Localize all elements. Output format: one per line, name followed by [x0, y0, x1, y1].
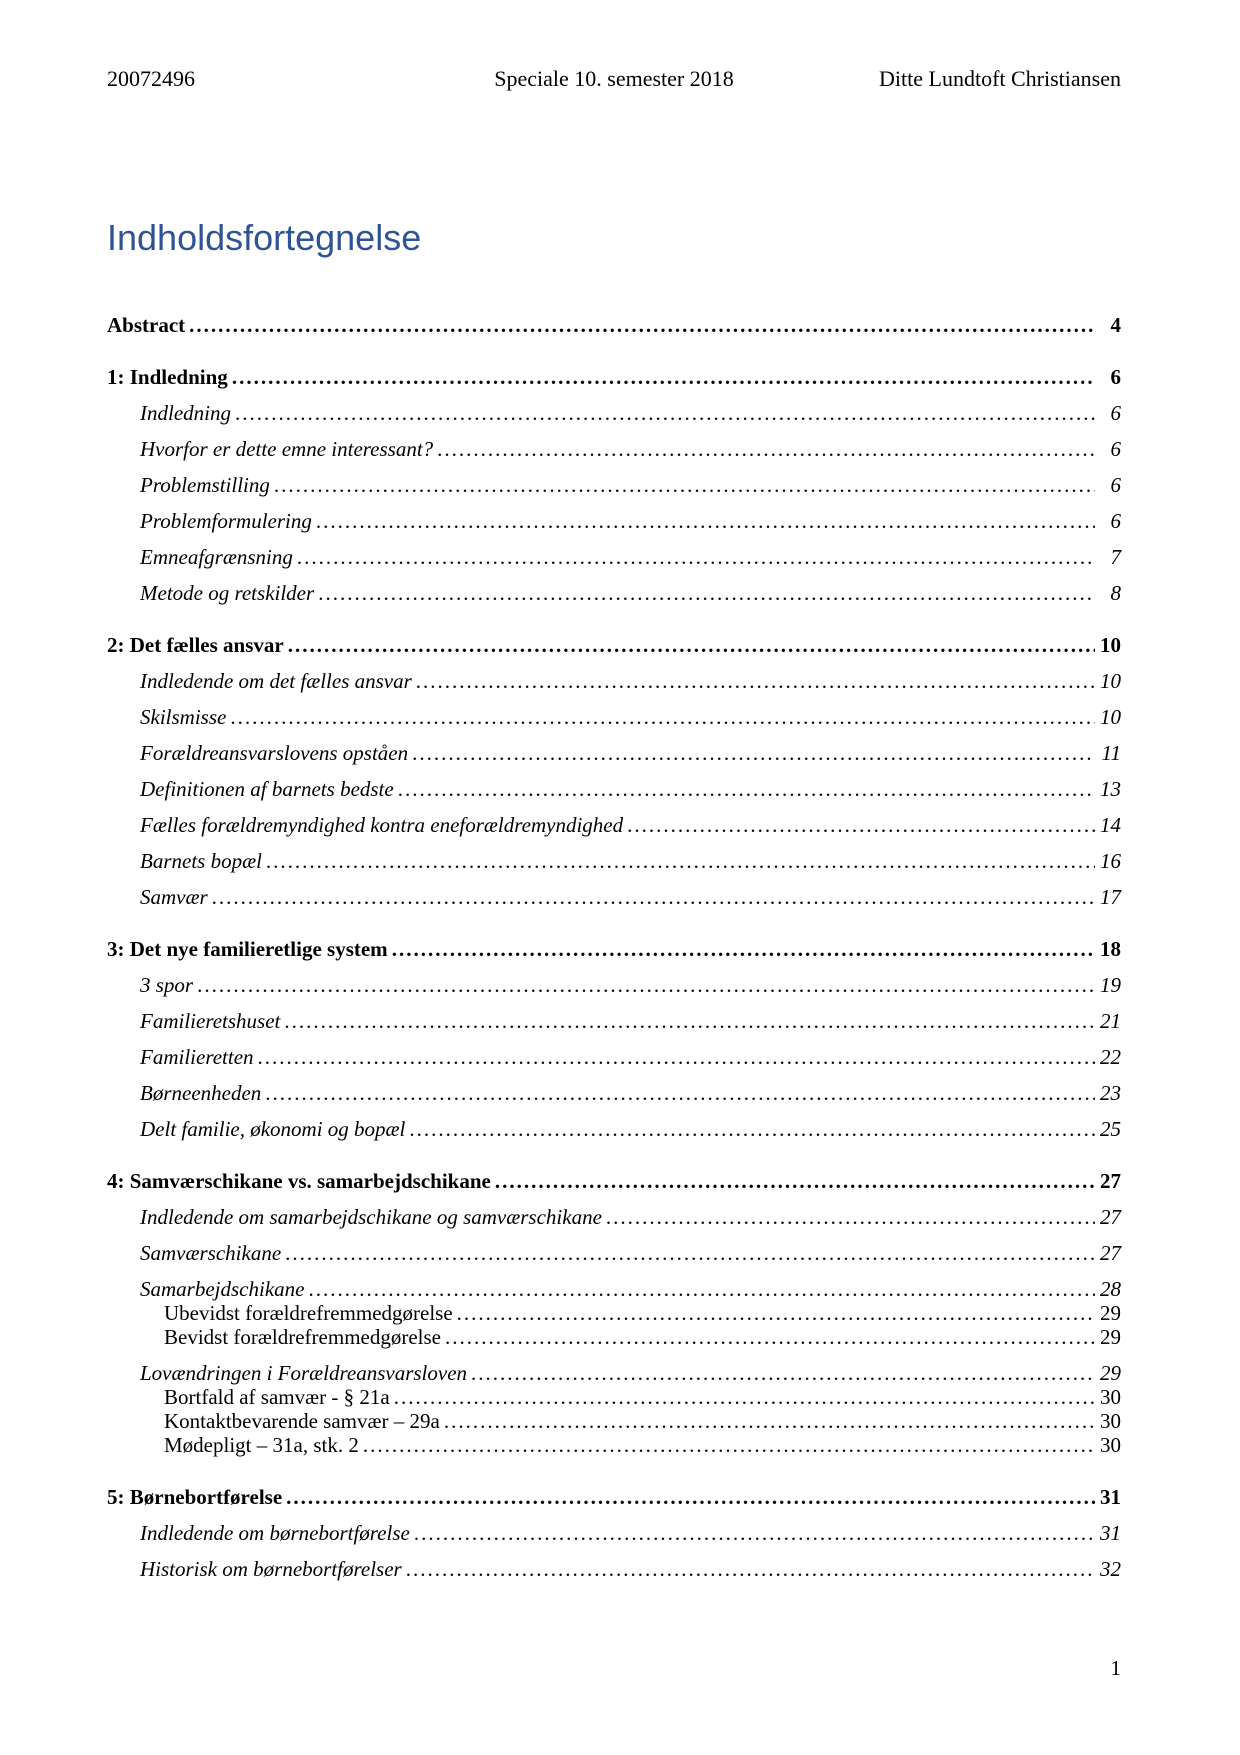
- toc-entry-label: Problemstilling: [140, 473, 270, 497]
- dot-leader: [440, 1409, 1095, 1433]
- toc-entry[interactable]: [107, 777, 1121, 801]
- toc-entry-page: 32: [1100, 1557, 1121, 1581]
- dot-leader: [270, 473, 1095, 497]
- toc-entry[interactable]: [107, 1045, 1121, 1069]
- toc-entry[interactable]: [107, 813, 1121, 837]
- dot-leader: [312, 509, 1095, 533]
- dot-leader: [402, 1557, 1095, 1581]
- toc-entry[interactable]: [107, 1117, 1121, 1141]
- dot-leader: [304, 1277, 1095, 1301]
- dot-leader: [623, 813, 1095, 837]
- toc-entry-label: Hvorfor er dette emne interessant?: [140, 437, 434, 461]
- toc-entry-label: Lovændringen i Forældreansvarsloven: [140, 1361, 468, 1385]
- dot-leader: [388, 937, 1095, 961]
- toc-entry-page: 19: [1100, 973, 1121, 997]
- toc-entry[interactable]: [107, 1081, 1121, 1105]
- dot-leader: [359, 1433, 1095, 1457]
- toc-entry-page: 29: [1100, 1301, 1121, 1325]
- toc-entry[interactable]: [107, 313, 1121, 337]
- toc-entry-label: 3: Det nye familieretlige system: [107, 937, 388, 961]
- dot-leader: [282, 1485, 1095, 1509]
- toc-entry[interactable]: [107, 509, 1121, 533]
- toc-entry-label: Fælles forældremyndighed kontra eneforældremyndighed: [140, 813, 624, 837]
- toc-entry-page: 22: [1100, 1045, 1121, 1069]
- toc-entry[interactable]: [107, 885, 1121, 909]
- dot-leader: [491, 1169, 1095, 1193]
- toc-entry-label: Indledende om børnebortførelse: [140, 1521, 410, 1545]
- toc-entry-label: Barnets bopæl: [140, 849, 262, 873]
- toc-entry-page: 25: [1100, 1117, 1121, 1141]
- dot-leader: [185, 313, 1095, 337]
- toc-entry-label: 5: Børnebortførelse: [107, 1485, 283, 1509]
- toc-entry[interactable]: [107, 1557, 1121, 1581]
- dot-leader: [410, 1521, 1095, 1545]
- toc-entry[interactable]: [107, 973, 1121, 997]
- toc-entry-page: 4: [1110, 313, 1121, 337]
- footer-page-number: 1: [1110, 1656, 1121, 1680]
- toc-entry[interactable]: [107, 581, 1121, 605]
- toc-entry-page: 6: [1110, 473, 1121, 497]
- toc-entry-label: Historisk om børnebortførelser: [140, 1557, 402, 1581]
- dot-leader: [412, 669, 1095, 693]
- toc-entry-page: 6: [1110, 365, 1121, 389]
- toc-entry-page: 13: [1100, 777, 1121, 801]
- toc-entry-page: 8: [1110, 581, 1121, 605]
- toc-entry[interactable]: [107, 1325, 1121, 1349]
- toc-entry-page: 28: [1100, 1277, 1121, 1301]
- toc-entry-label: Samværschikane: [140, 1241, 282, 1265]
- toc-entry-label: Familieretshuset: [140, 1009, 281, 1033]
- toc-entry-page: 30: [1100, 1409, 1121, 1433]
- toc-entry-page: 10: [1100, 669, 1121, 693]
- dot-leader: [261, 1081, 1095, 1105]
- toc-entry[interactable]: [107, 1301, 1121, 1325]
- toc-entry-label: Abstract: [107, 313, 186, 337]
- toc-entry-label: Bortfald af samvær - § 21a: [164, 1385, 390, 1409]
- dot-leader: [441, 1325, 1095, 1349]
- toc-entry-label: Indledende om samarbejdschikane og samværschikane: [140, 1205, 602, 1229]
- toc-entry[interactable]: [107, 1169, 1121, 1193]
- toc-entry-label: Ubevidst forældrefremmedgørelse: [164, 1301, 453, 1325]
- toc-entry-label: Mødepligt – 31a, stk. 2: [164, 1433, 359, 1457]
- toc-entry-page: 6: [1110, 437, 1121, 461]
- toc-entry-page: 14: [1100, 813, 1121, 837]
- toc-entry-page: 7: [1110, 545, 1121, 569]
- toc-entry-label: 2: Det fælles ansvar: [107, 633, 284, 657]
- dot-leader: [394, 777, 1095, 801]
- toc-entry[interactable]: [107, 545, 1121, 569]
- toc-entry-page: 29: [1100, 1361, 1121, 1385]
- toc-entry-label: Delt familie, økonomi og bopæl: [140, 1117, 406, 1141]
- header-author-name: Ditte Lundtoft Christiansen: [879, 66, 1121, 91]
- dot-leader: [280, 1009, 1095, 1033]
- toc-list: [107, 313, 1121, 1581]
- toc-entry[interactable]: [107, 705, 1121, 729]
- toc-entry-label: Indledende om det fælles ansvar: [140, 669, 412, 693]
- toc-entry-page: 23: [1100, 1081, 1121, 1105]
- dot-leader: [284, 633, 1095, 657]
- dot-leader: [226, 705, 1095, 729]
- toc-entry[interactable]: [107, 1241, 1121, 1265]
- toc-entry[interactable]: [107, 1409, 1121, 1433]
- toc-entry[interactable]: [107, 1433, 1121, 1457]
- toc-entry[interactable]: [107, 365, 1121, 389]
- toc-entry[interactable]: [107, 1277, 1121, 1301]
- toc-entry-label: Emneafgrænsning: [140, 545, 293, 569]
- toc-entry-label: 3 spor: [140, 973, 194, 997]
- toc-entry-label: Kontaktbevarende samvær – 29a: [164, 1409, 440, 1433]
- toc-entry-page: 27: [1100, 1169, 1121, 1193]
- header-document-info: Speciale 10. semester 2018: [494, 66, 734, 91]
- toc-entry-label: Indledning: [140, 401, 231, 425]
- toc-title: Indholdsfortegnelse: [107, 217, 422, 258]
- dot-leader: [433, 437, 1095, 461]
- toc-entry[interactable]: [107, 401, 1121, 425]
- toc-entry[interactable]: [107, 741, 1121, 765]
- toc-entry-label: Børneenheden: [140, 1081, 262, 1105]
- toc-entry-label: Samvær: [140, 885, 208, 909]
- toc-entry-page: 27: [1100, 1205, 1121, 1229]
- toc-entry-page: 6: [1110, 401, 1121, 425]
- toc-entry-page: 30: [1100, 1385, 1121, 1409]
- dot-leader: [390, 1385, 1095, 1409]
- toc-entry-page: 29: [1100, 1325, 1121, 1349]
- toc-entry-page: 18: [1100, 937, 1121, 961]
- dot-leader: [262, 849, 1095, 873]
- toc-entry[interactable]: [107, 1521, 1121, 1545]
- dot-leader: [193, 973, 1095, 997]
- toc-entry-label: Skilsmisse: [140, 705, 227, 729]
- toc-entry-page: 27: [1100, 1241, 1121, 1265]
- dot-leader: [254, 1045, 1095, 1069]
- toc-entry-page: 21: [1100, 1009, 1121, 1033]
- toc-entry-page: 6: [1110, 509, 1121, 533]
- toc-entry-page: 11: [1101, 741, 1121, 765]
- dot-leader: [453, 1301, 1095, 1325]
- page-header: [107, 66, 1121, 92]
- header-student-number: 20072496: [107, 66, 195, 91]
- toc-entry[interactable]: [107, 437, 1121, 461]
- dot-leader: [467, 1361, 1095, 1385]
- toc-entry[interactable]: [107, 633, 1121, 657]
- dot-leader: [602, 1205, 1095, 1229]
- dot-leader: [281, 1241, 1095, 1265]
- toc-entry-label: Forældreansvarslovens opståen: [140, 741, 409, 765]
- toc-entry[interactable]: [107, 1009, 1121, 1033]
- toc-entry-label: 1: Indledning: [107, 365, 228, 389]
- dot-leader: [405, 1117, 1095, 1141]
- dot-leader: [208, 885, 1095, 909]
- toc-entry-page: 30: [1100, 1433, 1121, 1457]
- toc-entry-label: Familieretten: [140, 1045, 254, 1069]
- toc-entry-label: Metode og retskilder: [140, 581, 315, 605]
- toc-entry[interactable]: [107, 1205, 1121, 1229]
- dot-leader: [293, 545, 1095, 569]
- toc-entry[interactable]: [107, 1385, 1121, 1409]
- toc-entry-page: 31: [1100, 1485, 1121, 1509]
- toc-entry-page: 16: [1100, 849, 1121, 873]
- toc-entry[interactable]: [107, 1485, 1121, 1509]
- toc-entry-page: 10: [1100, 633, 1121, 657]
- dot-leader: [408, 741, 1095, 765]
- toc-entry-label: 4: Samværschikane vs. samarbejdschikane: [107, 1169, 491, 1193]
- dot-leader: [314, 581, 1095, 605]
- toc-entry-page: 17: [1100, 885, 1121, 909]
- toc-entry-label: Samarbejdschikane: [140, 1277, 305, 1301]
- toc-entry-label: Problemformulering: [140, 509, 312, 533]
- toc-entry-label: Bevidst forældrefremmedgørelse: [164, 1325, 441, 1349]
- toc-entry[interactable]: [107, 669, 1121, 693]
- dot-leader: [228, 365, 1095, 389]
- toc-entry[interactable]: [107, 937, 1121, 961]
- toc-entry-page: 10: [1100, 705, 1121, 729]
- toc-entry-label: Definitionen af barnets bedste: [140, 777, 394, 801]
- toc-entry[interactable]: [107, 1361, 1121, 1385]
- dot-leader: [231, 401, 1095, 425]
- toc-entry[interactable]: [107, 473, 1121, 497]
- toc-entry-page: 31: [1100, 1521, 1121, 1545]
- toc-entry[interactable]: [107, 849, 1121, 873]
